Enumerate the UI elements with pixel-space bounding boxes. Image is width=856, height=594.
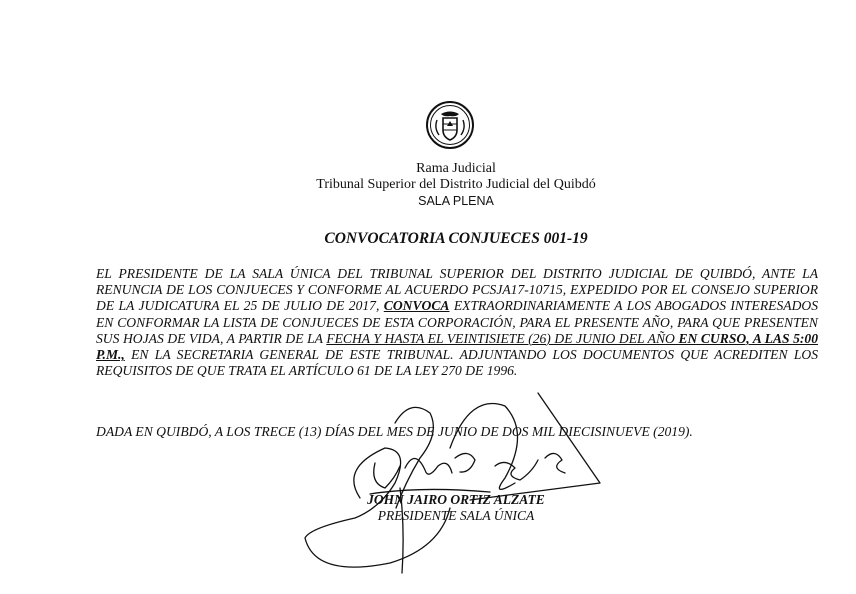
body-text-part3: EN LA SECRETARIA GENERAL DE ESTE TRIBUNAL. ADJUNTANDO LOS DOCUMENTOS QUE ACREDITEN LOS REQUISITOS DE QUE TRATA EL ARTÍCULO 61 DE LA LEY 270 DE 1996.: [96, 347, 818, 379]
en-curso-emphasis: EN CURSO, A LAS 5:00 P.M.,: [96, 330, 818, 363]
body-text-part2: EXTRAORDINARIAMENTE A LOS ABOGADOS INTERESADOS EN CONFORMAR LA LISTA DE CONJUECES DE ESTA CORPORACIÓN, PARA EL PRESENTE AÑO, PARA QUE PRESENTEN SUS HOJAS DE VIDA, A PARTIR DE LA: [96, 298, 819, 346]
document-title: CONVOCATORIA CONJUECES 001-19: [324, 230, 588, 247]
body-paragraph: [96, 266, 818, 379]
header-line-tribunal: Tribunal Superior del Distrito Judicial del Quibdó: [316, 177, 596, 192]
header-line-sala-plena: SALA PLENA: [418, 194, 494, 208]
signer-role: PRESIDENTE SALA ÚNICA: [377, 508, 535, 523]
header-line-rama-judicial: Rama Judicial: [416, 161, 496, 176]
signature-image: [300, 388, 610, 588]
coat-of-arms-icon: [425, 100, 475, 150]
date-line: DADA EN QUIBDÓ, A LOS TRECE (13) DÍAS DEL MES DE JUNIO DE DOS MIL DIECISINUEVE (2019).: [96, 424, 693, 439]
fecha-underlined: FECHA Y HASTA EL VEINTISIETE (26) DE JUNIO DEL AÑO: [326, 330, 679, 346]
convoca-emphasis: CONVOCA: [383, 298, 450, 314]
signer-name: JOHN JAIRO ORTIZ ALZATE: [367, 492, 545, 507]
body-text-part1: EL PRESIDENTE DE LA SALA ÚNICA DEL TRIBUNAL SUPERIOR DEL DISTRITO JUDICIAL DE QUIBDÓ, ANTE LA RENUNCIA DE LOS CONJUECES Y CONFORME AL ACUERDO PCSJA17-10715, EXPEDIDO POR EL CONSEJO SUPERIOR DE LA JUDICATURA EL 25 DE JULIO DE 2017,: [96, 266, 818, 314]
